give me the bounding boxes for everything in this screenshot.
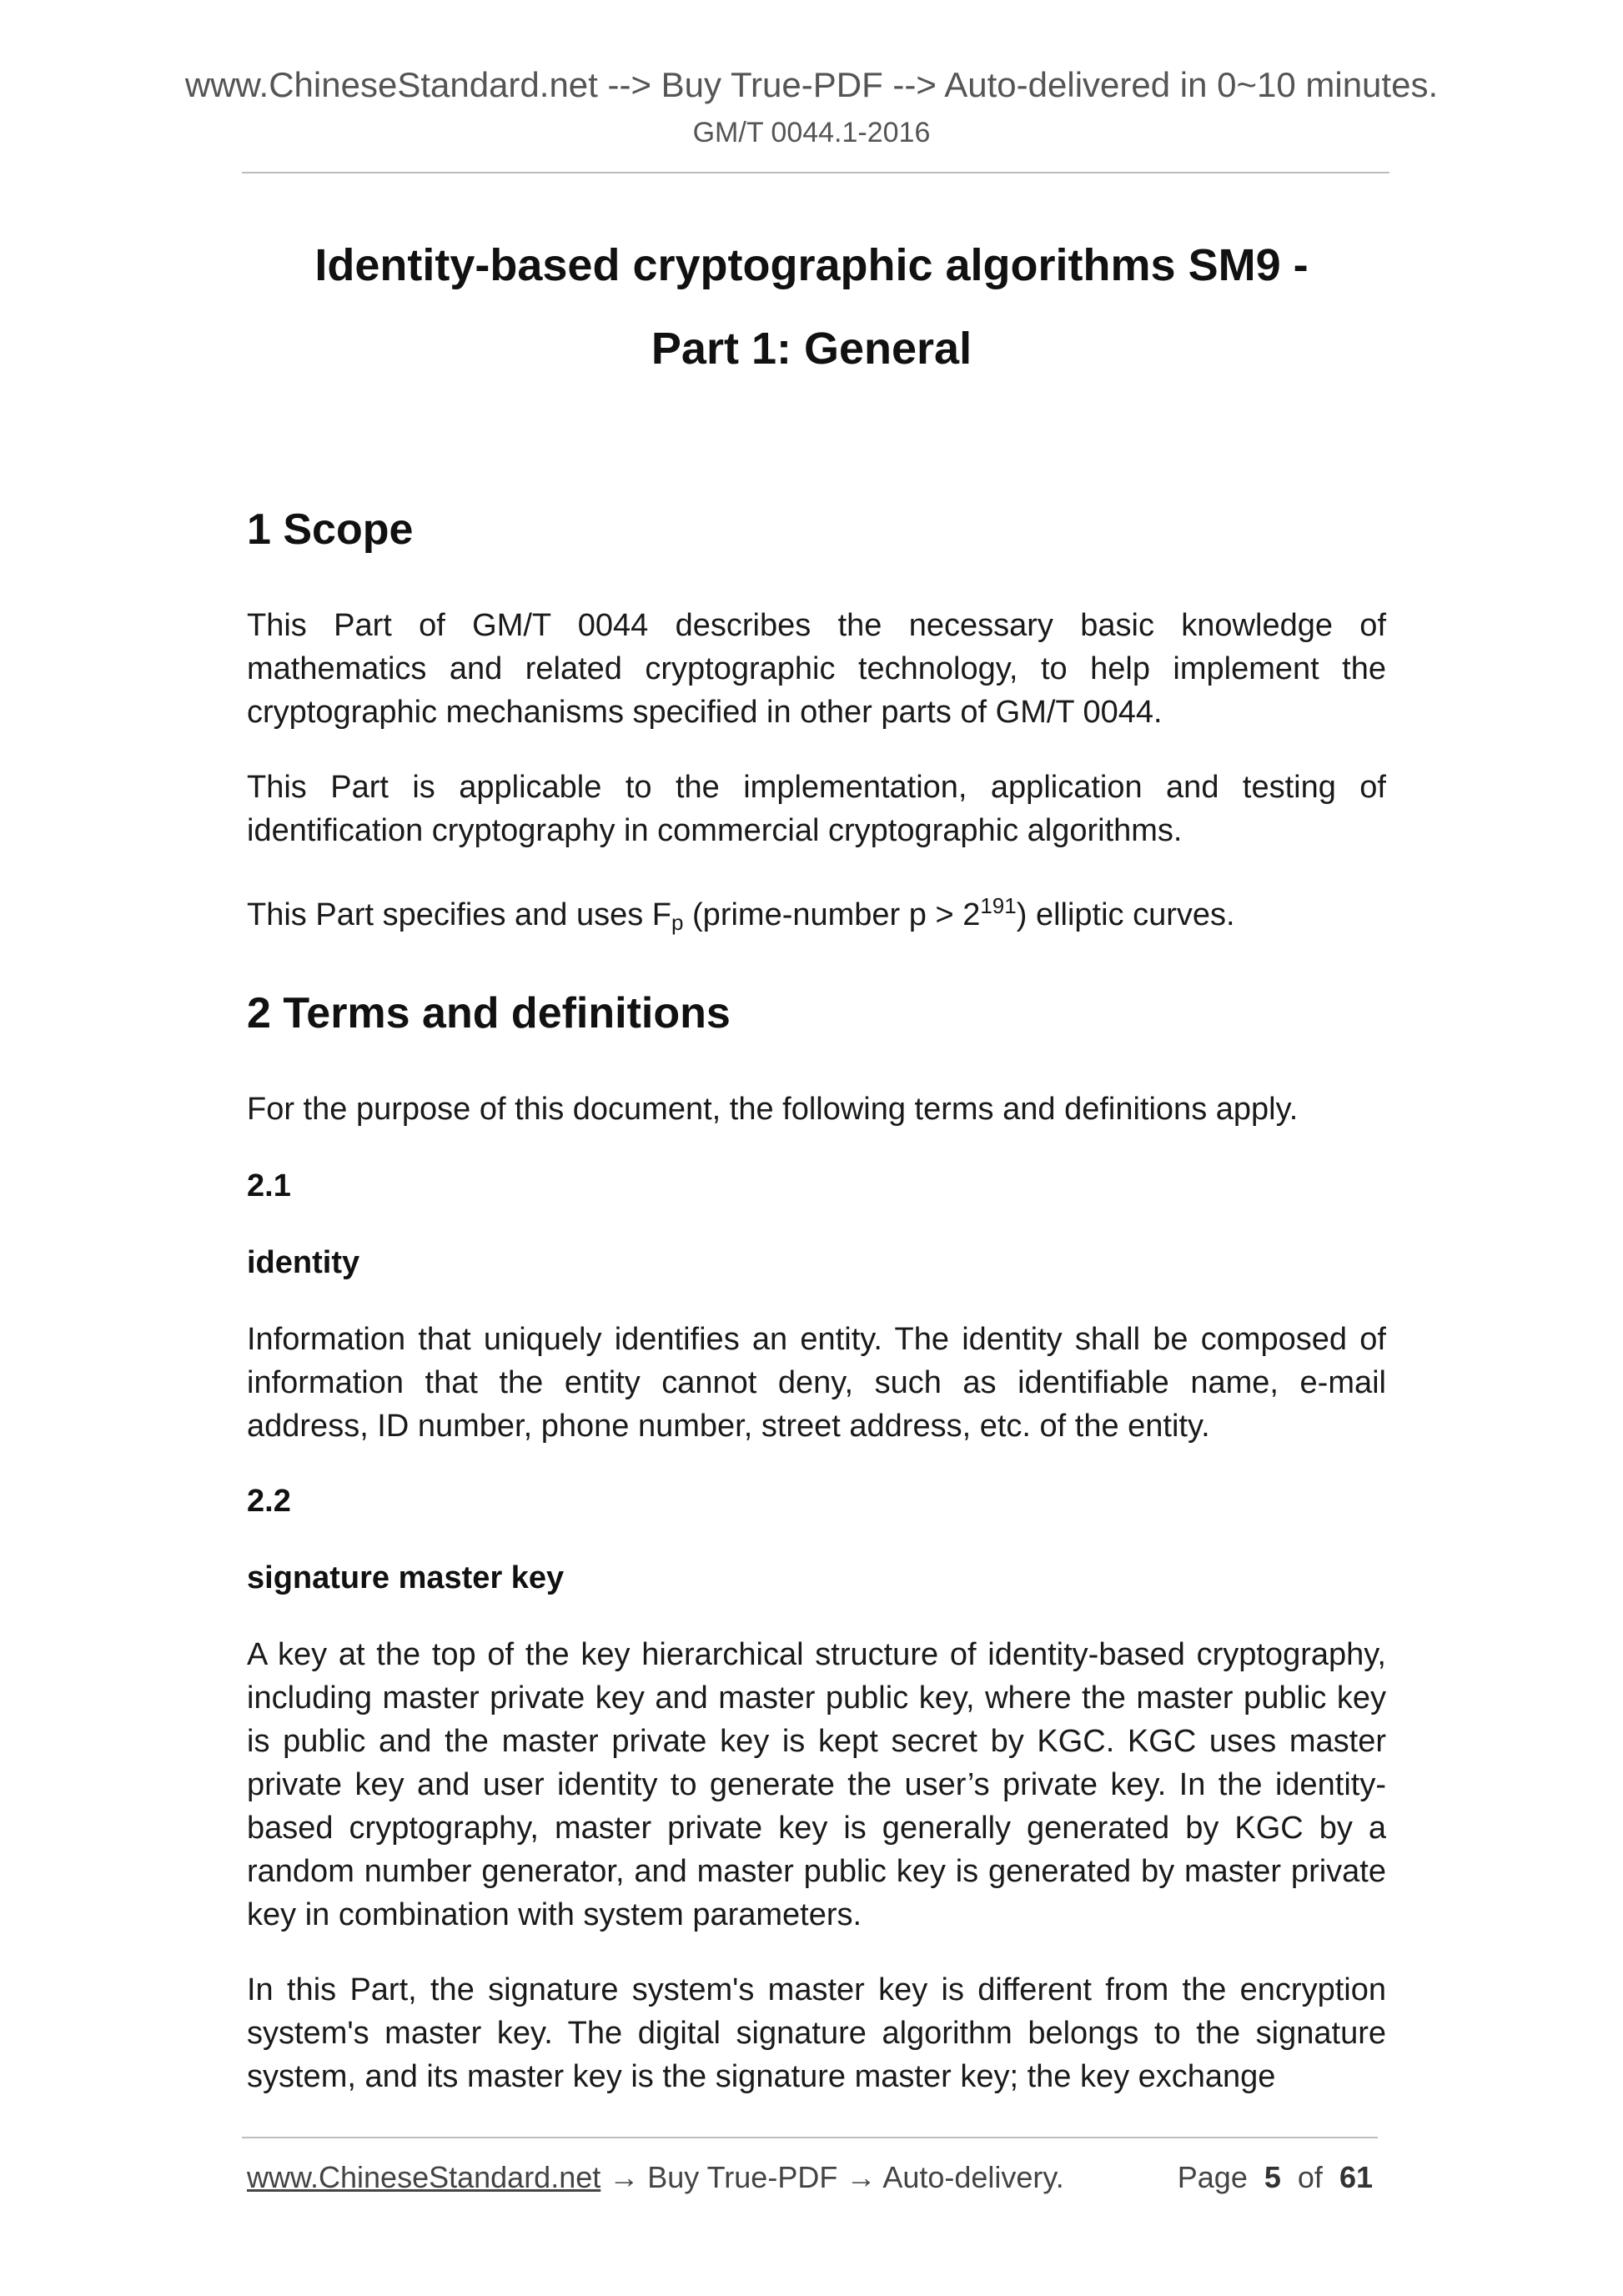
scope-p3-text-c: ) elliptic curves. [1016,897,1235,932]
term-definition: Information that uniquely identifies an entity. The identity shall be composed of information that the entity cannot deny, such as identifiable name, e-mail address, ID number, phone number, street address, etc. of the entity. [247,1322,1386,1444]
terms-intro: For the purpose of this document, the following terms and definitions apply. [247,1092,1299,1127]
section-heading-scope: 1 Scope [247,505,414,554]
page-label: Page [1177,2160,1248,2194]
page-current: 5 [1264,2160,1281,2194]
term-name: identity [247,1245,360,1280]
page-total: 61 [1339,2160,1373,2194]
header-divider [242,172,1389,173]
term-definition: In this Part, the signature system's master key is different from the encryption system's master key. The digital signature algorithm belongs to the signature system, and its master key is the signature master key; the key exchange [247,1972,1386,2094]
scope-paragraph-3 [247,884,1386,944]
document-code: GM/T 0044.1-2016 [692,117,931,148]
footer-left [247,2160,1064,2195]
scope-p3-superscript: 191 [980,893,1017,918]
page-number [1178,2160,1373,2195]
footer-delivery-text: → Buy True-PDF → Auto-delivery. [600,2160,1064,2194]
section-heading-terms: 2 Terms and definitions [247,989,731,1037]
scope-p3-subscript: p [671,910,684,935]
header-banner: www.ChineseStandard.net --> Buy True-PDF --> Auto-delivered in 0~10 minutes. [184,65,1439,104]
term-number: 2.2 [247,1484,291,1519]
document-title [0,224,1623,390]
page-of-label: of [1297,2160,1323,2194]
scope-paragraph-1: This Part of GM/T 0044 describes the necessary basic knowledge of mathematics and related cryptographic technology, to help implement the cryptographic mechanisms specified in other parts of GM/T 0044. [247,608,1386,730]
term-definition: A key at the top of the key hierarchical structure of identity-based cryptography, including master private key and master public key, where the master public key is public and the master private key is kept secret by KGC. KGC uses master private key and user identity to generate the user’s private key. In the identity-based cryptography, master private key is generally generated by KGC by a random number generator, and master public key is generated by master private key in combination with system parameters. [247,1637,1386,1932]
scope-p3-text-a: This Part specifies and uses F [247,897,671,932]
footer-divider [242,2137,1378,2138]
document-body [247,492,1386,2130]
footer-website-link[interactable]: www.ChineseStandard.net [247,2160,601,2194]
title-line-2: Part 1: General [651,324,972,374]
scope-p3-text-b: (prime-number p > 2 [683,897,981,932]
title-line-1: Identity-based cryptographic algorithms SM9 - [314,240,1309,290]
scope-paragraph-2: This Part is applicable to the implementation, application and testing of identification cryptography in commercial cryptographic algorithms. [247,770,1386,848]
term-number: 2.1 [247,1168,291,1203]
term-name: signature master key [247,1560,565,1595]
